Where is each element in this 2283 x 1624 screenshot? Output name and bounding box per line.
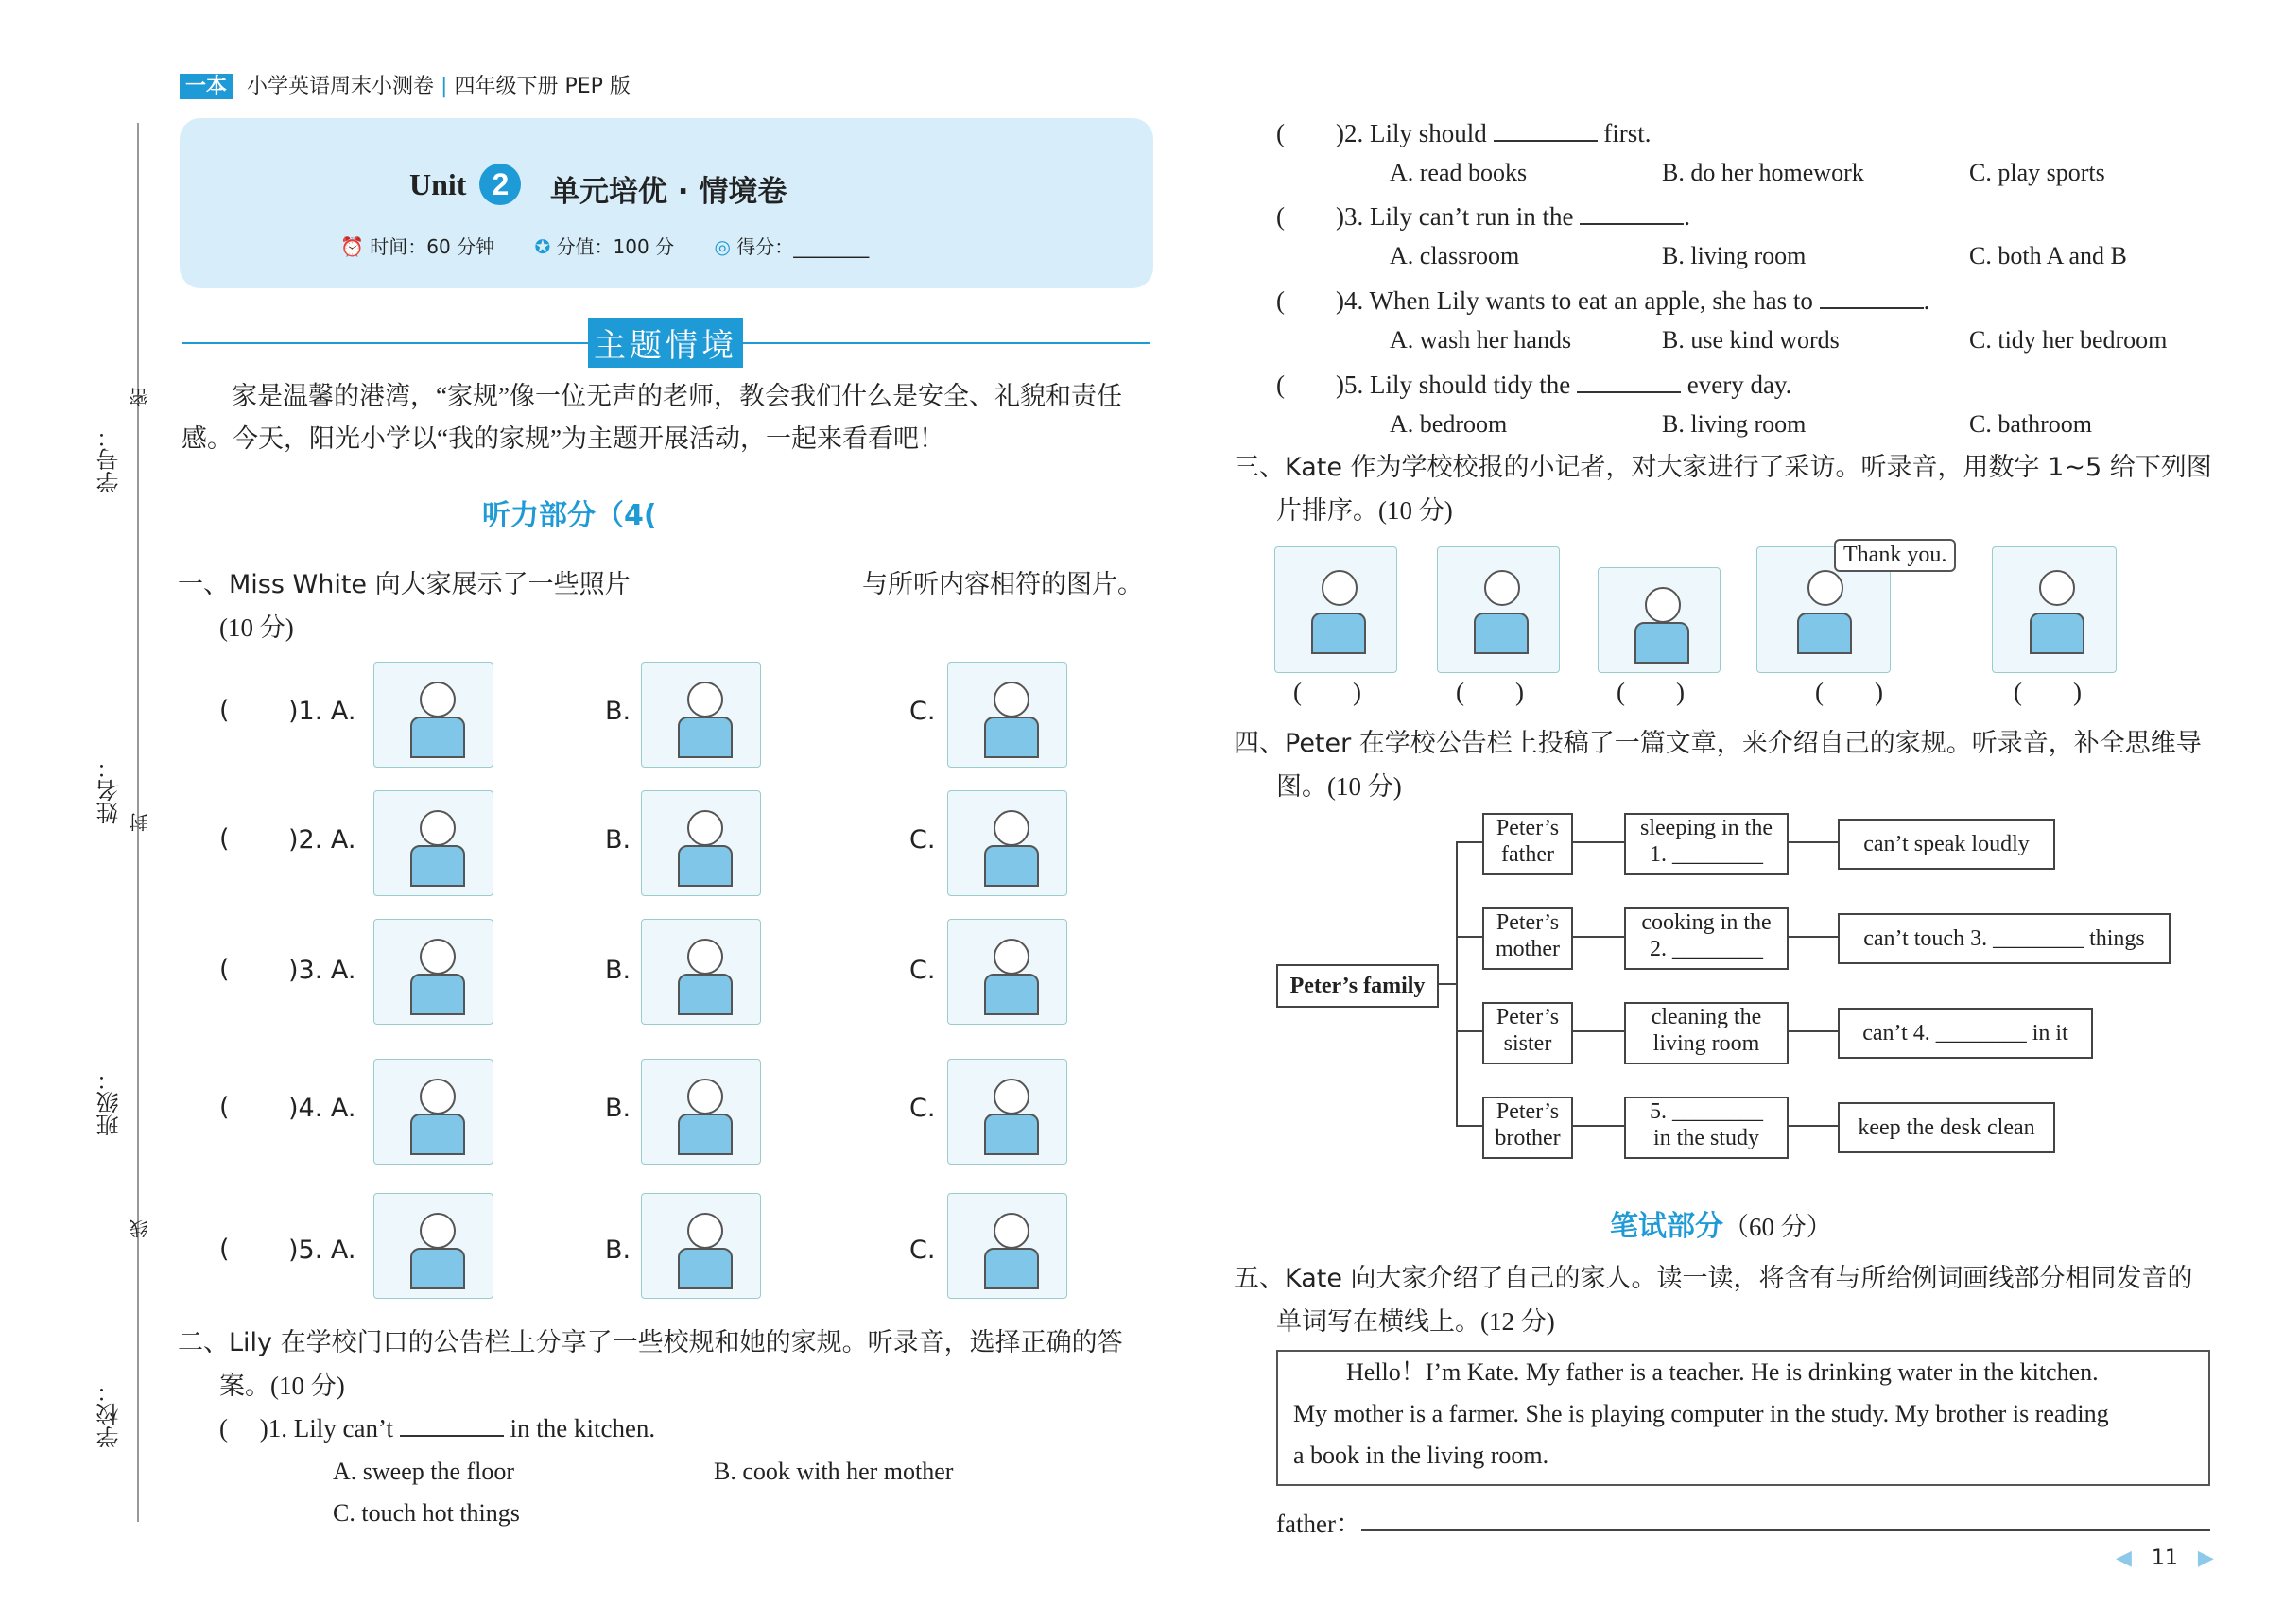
unit-title: 单元培优 · 情境卷 xyxy=(550,175,787,209)
sec2-title: 二、Lily 在学校门口的公告栏上分享了一些校规和她的家规。听录音，选择正确的答 xyxy=(178,1328,1123,1357)
opt-c: C. xyxy=(909,825,936,855)
sec2-q5-b[interactable]: B. living room xyxy=(1662,410,1807,438)
sec2-q5-c[interactable]: C. bathroom xyxy=(1969,410,2092,438)
pic-1c xyxy=(947,662,1067,768)
score-info: 分值：100 分 xyxy=(556,235,675,258)
sec1-title-end: 与所听内容相符的图片。 xyxy=(862,570,1143,599)
sec4-title-2: 图。(10 分) xyxy=(1276,772,1402,801)
sec2-q2-b[interactable]: B. do her homework xyxy=(1662,159,1864,186)
listening-title: 听力部分（4( xyxy=(482,499,657,532)
mindmap-root: Peter’s family xyxy=(1276,964,1439,1008)
prev-arrow-icon: ◀ xyxy=(2116,1546,2132,1570)
father-label: father： xyxy=(1276,1510,1361,1538)
sec2-q2: ( )2. Lily should first. xyxy=(1276,119,1652,147)
opt-c: C. xyxy=(909,956,936,985)
pic-5a xyxy=(373,1193,493,1299)
sec2-q3-b[interactable]: B. living room xyxy=(1662,242,1807,269)
sec5-title-2: 单词写在横线上。(12 分) xyxy=(1276,1307,1555,1336)
pic-2a xyxy=(373,790,493,896)
sec2-q1-b[interactable]: B. cook with her mother xyxy=(714,1458,954,1485)
label-xingming: 姓名： xyxy=(96,756,123,824)
place-sister: cleaning the living room xyxy=(1624,1002,1789,1064)
sec1-num: )4. A. xyxy=(288,1094,356,1123)
pic-5c xyxy=(947,1193,1067,1299)
pic-2b xyxy=(641,790,761,896)
sec3-paren-2[interactable]: ( ) xyxy=(1456,678,1524,706)
opt-c: C. xyxy=(909,1094,936,1123)
opt-b: B. xyxy=(605,697,631,726)
place-mother[interactable]: cooking in the 2. ________ xyxy=(1624,907,1789,970)
sec1-num: )2. A. xyxy=(288,825,356,855)
label-mi: 密 xyxy=(129,388,151,406)
sec2-q1-a[interactable]: A. sweep the floor xyxy=(333,1458,515,1485)
sec5-title: 五、Kate 向大家介绍了自己的家人。读一读，将含有与所给例词画线部分相同发音的 xyxy=(1234,1264,2193,1293)
sec3-bubble: Thank you. xyxy=(1834,539,1956,572)
sec2-q1-c[interactable]: C. touch hot things xyxy=(333,1499,520,1527)
label-banji: 班级： xyxy=(96,1068,123,1136)
sec2-q4-a[interactable]: A. wash her hands xyxy=(1390,326,1572,354)
passage-line-1: Hello！I’m Kate. My father is a teacher. He is drinking water in the kitchen. xyxy=(1346,1358,2099,1386)
rule-brother: keep the desk clean xyxy=(1838,1102,2055,1153)
sec2-q2-a[interactable]: A. read books xyxy=(1390,159,1528,186)
writing-title: 笔试部分（60 分） xyxy=(1610,1210,1832,1243)
sec3-title-2: 片排序。(10 分) xyxy=(1276,496,1453,525)
unit-banner xyxy=(180,118,1153,288)
label-xuexiao: 学校： xyxy=(96,1380,123,1448)
opt-b: B. xyxy=(605,1235,631,1265)
opt-c: C. xyxy=(909,1235,936,1265)
opt-c: C. xyxy=(909,697,936,726)
sec2-q4: ( )4. When Lily wants to eat an apple, she has to . xyxy=(1276,286,1930,315)
unit-number: 2 xyxy=(479,164,521,205)
sec1-title: 一、Miss White 向大家展示了一些照片 xyxy=(178,570,631,599)
pic-1a xyxy=(373,662,493,768)
theme-intro-1: 家是温馨的港湾，“家规”像一位无声的老师，教会我们什么是安全、礼貌和责任 xyxy=(232,382,1122,410)
passage-line-2: My mother is a farmer. She is playing computer in the study. My brother is reading xyxy=(1293,1400,2109,1427)
sec3-pic-1 xyxy=(1274,546,1397,673)
sec3-paren-3[interactable]: ( ) xyxy=(1617,678,1685,706)
pic-4c xyxy=(947,1059,1067,1165)
label-xian: 线 xyxy=(129,1219,151,1238)
member-brother: Peter’s brother xyxy=(1482,1097,1573,1159)
father-answer-line[interactable] xyxy=(1361,1529,2210,1531)
sec2-q4-c[interactable]: C. tidy her bedroom xyxy=(1969,326,2168,354)
unit-label: Unit xyxy=(409,167,467,201)
sec3-pic-3 xyxy=(1598,567,1721,673)
brand-logo: 一本 xyxy=(180,74,233,99)
sec3-paren-4[interactable]: ( ) xyxy=(1815,678,1883,706)
rule-father: can’t speak loudly xyxy=(1838,819,2055,870)
target-icon: ◎ xyxy=(714,235,731,258)
pic-3a xyxy=(373,919,493,1025)
sec2-q4-b[interactable]: B. use kind words xyxy=(1662,326,1840,354)
time-info: 时间：60 分钟 xyxy=(370,235,495,258)
sec1-points: (10 分) xyxy=(219,613,294,642)
sec2-q3-c[interactable]: C. both A and B xyxy=(1969,242,2127,269)
pic-3c xyxy=(947,919,1067,1025)
pic-2c xyxy=(947,790,1067,896)
sec3-paren-5[interactable]: ( ) xyxy=(2014,678,2082,706)
sec3-paren-1[interactable]: ( ) xyxy=(1293,678,1361,706)
rule-mother[interactable]: can’t touch 3. ________ things xyxy=(1838,913,2171,964)
pic-5b xyxy=(641,1193,761,1299)
rule-sister[interactable]: can’t 4. ________ in it xyxy=(1838,1008,2093,1059)
pic-1b xyxy=(641,662,761,768)
sec3-pic-2 xyxy=(1437,546,1560,673)
sec2-q1: ( )1. Lily can’t in the kitchen. xyxy=(219,1414,656,1443)
sec3-title: 三、Kate 作为学校校报的小记者，对大家进行了采访。听录音，用数字 1~5 给下列图 xyxy=(1234,453,2212,482)
opt-b: B. xyxy=(605,1094,631,1123)
member-mother: Peter’s mother xyxy=(1482,907,1573,970)
clock-icon: ⏰ xyxy=(340,235,364,258)
series-name: 小学英语周末小测卷 xyxy=(247,75,435,98)
grade-name: 四年级下册 PEP 版 xyxy=(454,75,631,98)
sec2-q5: ( )5. Lily should tidy the every day. xyxy=(1276,371,1792,399)
sec2-title-2: 案。(10 分) xyxy=(219,1372,345,1400)
passage-line-3: a book in the living room. xyxy=(1293,1442,1549,1469)
label-feng: 封 xyxy=(129,813,151,832)
place-father[interactable]: sleeping in the 1. ________ xyxy=(1624,813,1789,875)
pic-3b xyxy=(641,919,761,1025)
sec2-q3: ( )3. Lily can’t run in the . xyxy=(1276,202,1690,231)
theme-title: 主题情境 xyxy=(588,318,743,368)
sec1-num: )5. A. xyxy=(288,1235,356,1265)
got-field[interactable]: 得分：________ xyxy=(736,235,870,258)
pic-4b xyxy=(641,1059,761,1165)
pic-4a xyxy=(373,1059,493,1165)
next-arrow-icon: ▶ xyxy=(2197,1546,2214,1570)
medal-icon: ✪ xyxy=(534,235,551,258)
theme-intro-2: 感。今天，阳光小学以“我的家规”为主题开展活动，一起来看看吧！ xyxy=(182,424,944,453)
sec1-num: )3. A. xyxy=(288,956,356,985)
page-number: ◀ 11 ▶ xyxy=(2116,1546,2214,1570)
place-brother[interactable]: 5. ________ in the study xyxy=(1624,1097,1789,1159)
sec2-q5-a[interactable]: A. bedroom xyxy=(1390,410,1508,438)
sec5-passage xyxy=(1276,1350,2210,1486)
opt-b: B. xyxy=(605,825,631,855)
member-father: Peter’s father xyxy=(1482,813,1573,875)
sec1-num: )1. A. xyxy=(288,697,356,726)
member-sister: Peter’s sister xyxy=(1482,1002,1573,1064)
sec2-q2-c[interactable]: C. play sports xyxy=(1969,159,2105,186)
opt-b: B. xyxy=(605,956,631,985)
sec2-q3-a[interactable]: A. classroom xyxy=(1390,242,1520,269)
sec4-title: 四、Peter 在学校公告栏上投稿了一篇文章，来介绍自己的家规。听录音，补全思维导 xyxy=(1234,729,2202,758)
sec3-pic-5 xyxy=(1992,546,2117,673)
label-xuehao: 学号： xyxy=(96,425,123,493)
header: 一本 小学英语周末小测卷 | 四年级下册 PEP 版 xyxy=(180,70,631,99)
